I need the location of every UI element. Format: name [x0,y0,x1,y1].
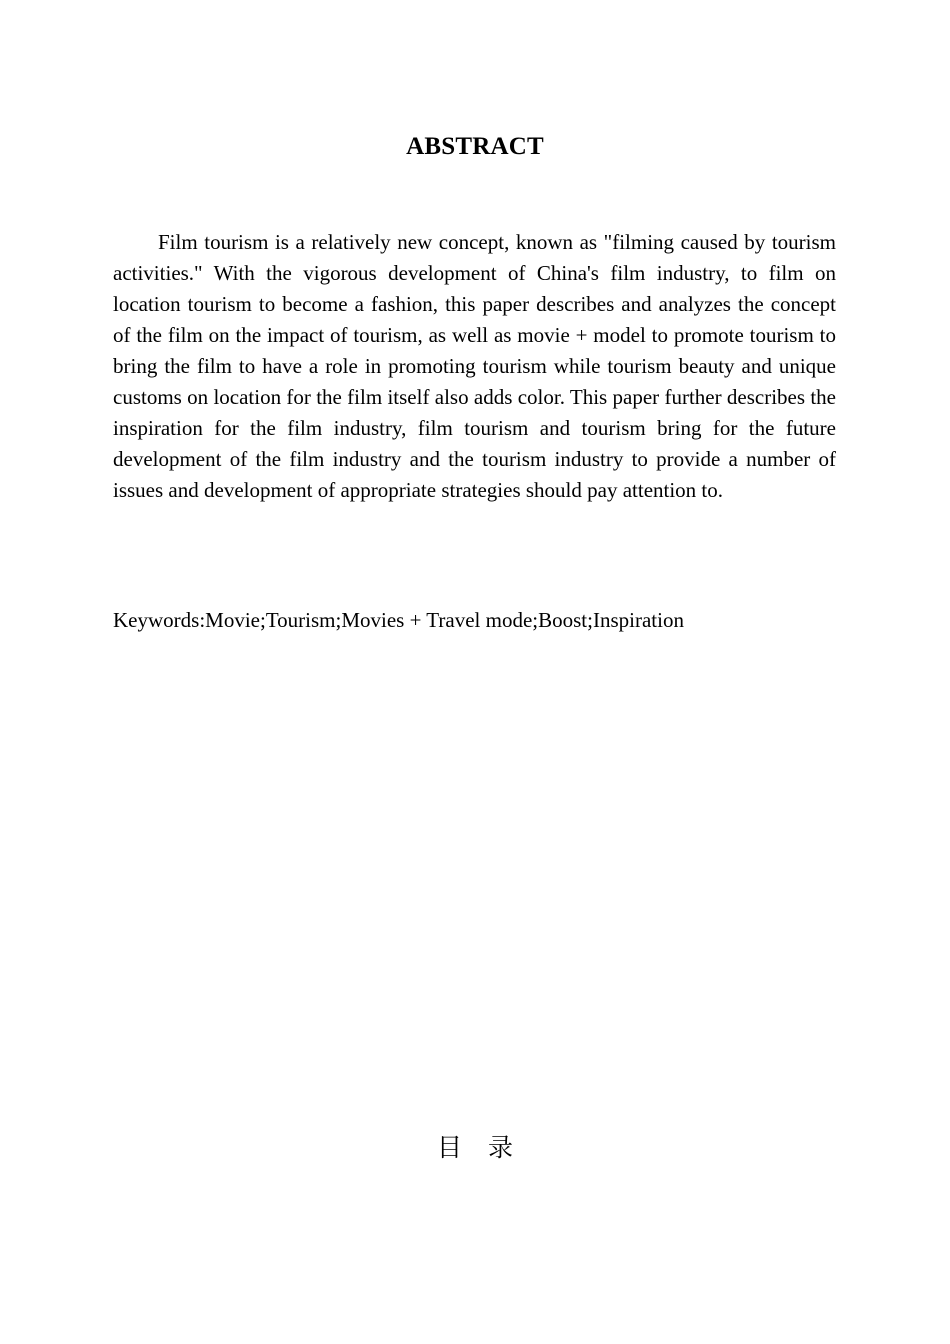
abstract-body: Film tourism is a relatively new concept, known as "filming caused by tourism activities." With the vigorous development of China's film industry, to film on location tourism to become a fashion, this paper describes and analyzes the concept of the film on the impact of tourism, as well as movie + model to promote tourism to bring the film to have a role in promoting tourism while tourism beauty and unique customs on location for the film itself also adds color. This paper further describes the inspiration for the film industry, film tourism and tourism bring for the future development of the film industry and the tourism industry to provide a number of issues and development of appropriate strategies should pay attention to. [113,230,836,502]
table-of-contents-heading: 目录 [436,1133,539,1162]
abstract-title: ABSTRACT [406,133,544,160]
keywords-line: Keywords:Movie;Tourism;Movies + Travel mode;Boost;Inspiration [113,608,684,632]
